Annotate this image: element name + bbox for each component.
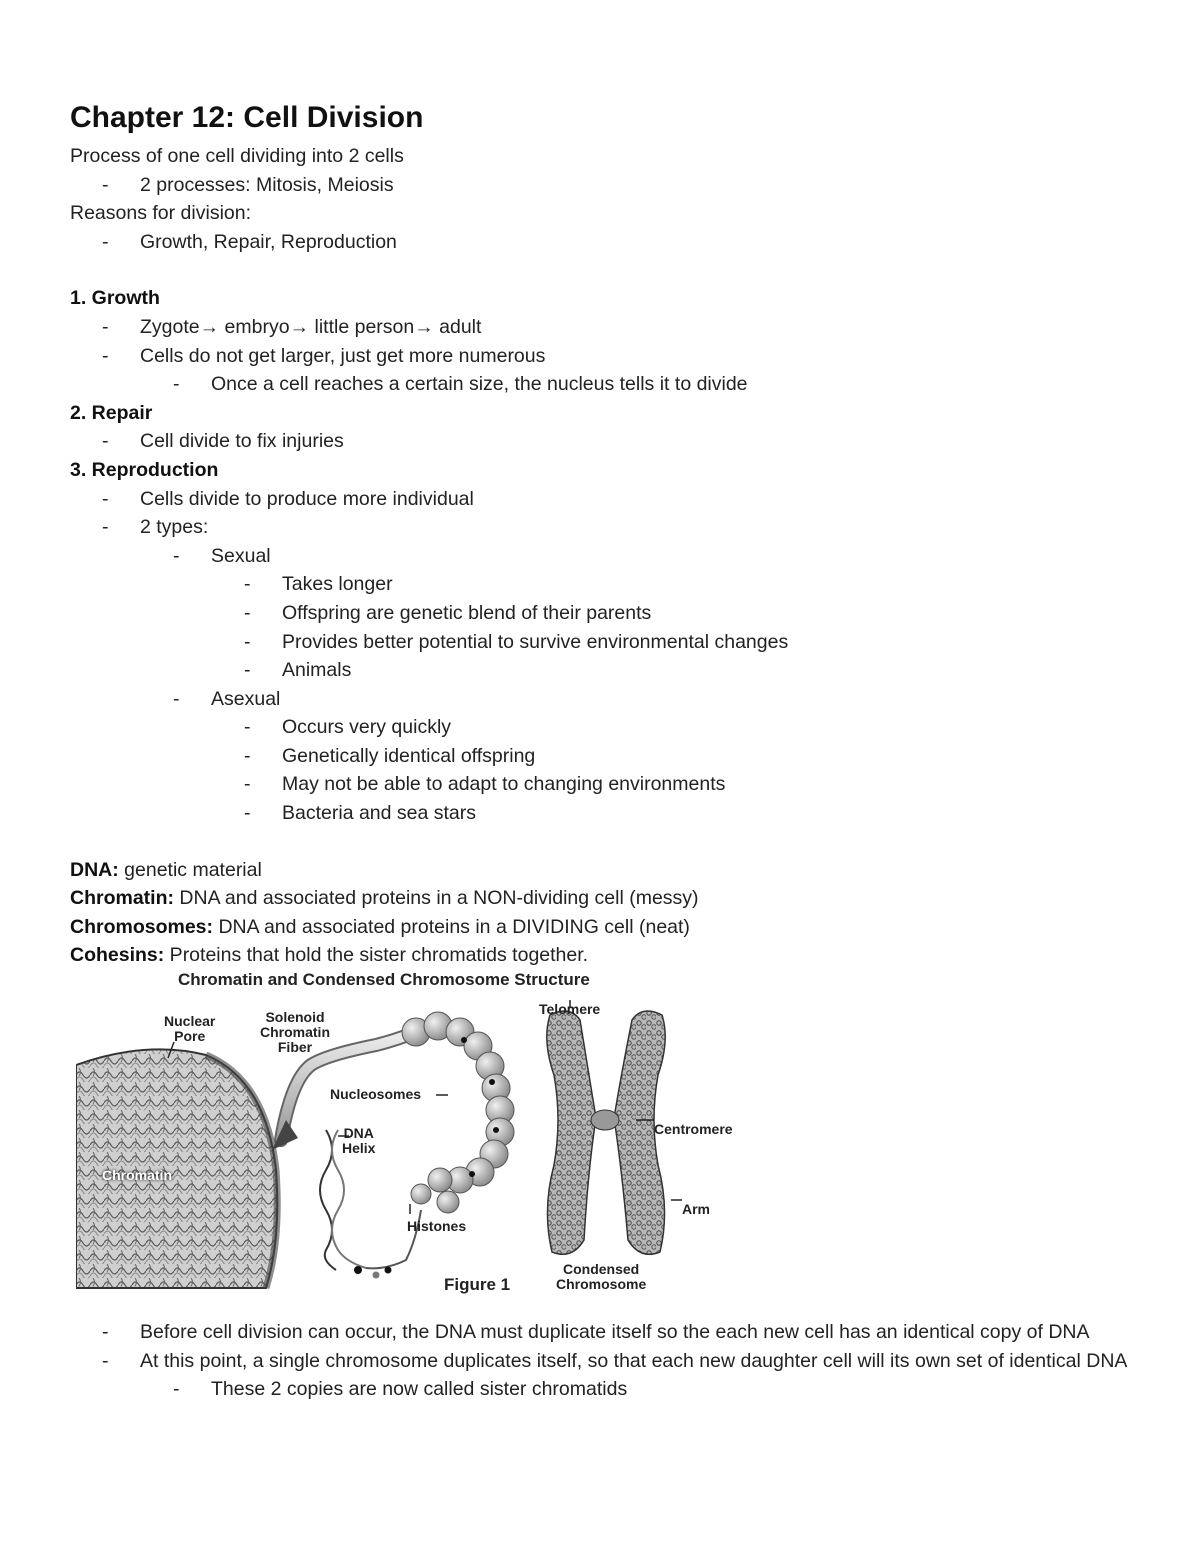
document-page	[70, 98, 1150, 1404]
label-chromatin: Chromatin	[102, 1167, 172, 1184]
list-item: - 2 types:	[102, 516, 209, 539]
list-item: - Cells divide to produce more individual	[102, 487, 474, 510]
dna-helix-strand	[320, 1130, 336, 1270]
list-item: - Asexual	[173, 687, 281, 710]
label-nuclear-pore: Nuclear Pore	[164, 1013, 216, 1045]
list-item: - 2 processes: Mitosis, Meiosis	[102, 173, 394, 196]
page-title: Chapter 12: Cell Division	[70, 101, 424, 134]
repair-heading: 2. Repair	[70, 401, 153, 424]
reasons-heading: Reasons for division:	[70, 202, 252, 225]
definition-chromosomes: Chromosomes: DNA and associated proteins in a DIVIDING cell (neat)	[70, 915, 690, 938]
growth-stages: - Zygote→ embryo→ little person→ adult	[102, 315, 482, 338]
list-item: - At this point, a single chromosome duplicates itself, so that each new daughter cell will its own set of identical DNA	[102, 1349, 1128, 1372]
list-item: - Bacteria and sea stars	[244, 802, 477, 825]
label-centromere: Centromere	[654, 1121, 733, 1138]
label-telomere: Telomere	[539, 1001, 601, 1018]
list-item: - Growth, Repair, Reproduction	[102, 230, 397, 253]
label-nucleosomes: Nucleosomes	[330, 1086, 422, 1103]
list-item: - Cell divide to fix injuries	[102, 430, 344, 453]
reproduction-heading: 3. Reproduction	[70, 458, 219, 481]
list-item: - These 2 copies are now called sister chromatids	[173, 1378, 628, 1401]
list-item: - Takes longer	[244, 573, 393, 596]
list-item: - Occurs very quickly	[244, 716, 452, 739]
label-solenoid: Solenoid Chromatin Fiber	[260, 1009, 330, 1056]
label-dna-helix: DNA Helix	[342, 1125, 376, 1157]
list-item: - Genetically identical offspring	[244, 744, 536, 767]
condensed-chromosome	[547, 1011, 665, 1254]
definition-dna: DNA: genetic material	[70, 858, 262, 881]
list-item: - Once a cell reaches a certain size, the nucleus tells it to divide	[173, 373, 748, 396]
label-condensed-chromosome: Condensed Chromosome	[556, 1261, 647, 1293]
list-item: - Provides better potential to survive environmental changes	[244, 630, 789, 653]
chromosome-figure	[76, 970, 776, 1300]
list-item: - Offspring are genetic blend of their parents	[244, 601, 652, 624]
label-histones: Histones	[407, 1218, 467, 1235]
list-item: - Cells do not get larger, just get more numerous	[102, 344, 546, 367]
definition-chromatin: Chromatin: DNA and associated proteins in a NON-dividing cell (messy)	[70, 887, 699, 910]
nucleosome-coil	[402, 1012, 514, 1213]
intro-definition: Process of one cell dividing into 2 cells	[70, 145, 404, 167]
growth-heading: 1. Growth	[70, 287, 160, 310]
list-item: - Sexual	[173, 544, 271, 567]
figure-caption: Figure 1	[444, 1275, 511, 1295]
list-item: - Animals	[244, 659, 352, 682]
definition-cohesins: Cohesins: Proteins that hold the sister chromatids together.	[70, 944, 589, 967]
list-item: - May not be able to adapt to changing environments	[244, 773, 726, 796]
list-item: - Before cell division can occur, the DNA must duplicate itself so the each new cell has an identical copy of DNA	[102, 1321, 1090, 1344]
label-arm: Arm	[682, 1201, 711, 1218]
figure-title: Chromatin and Condensed Chromosome Structure	[178, 970, 590, 990]
